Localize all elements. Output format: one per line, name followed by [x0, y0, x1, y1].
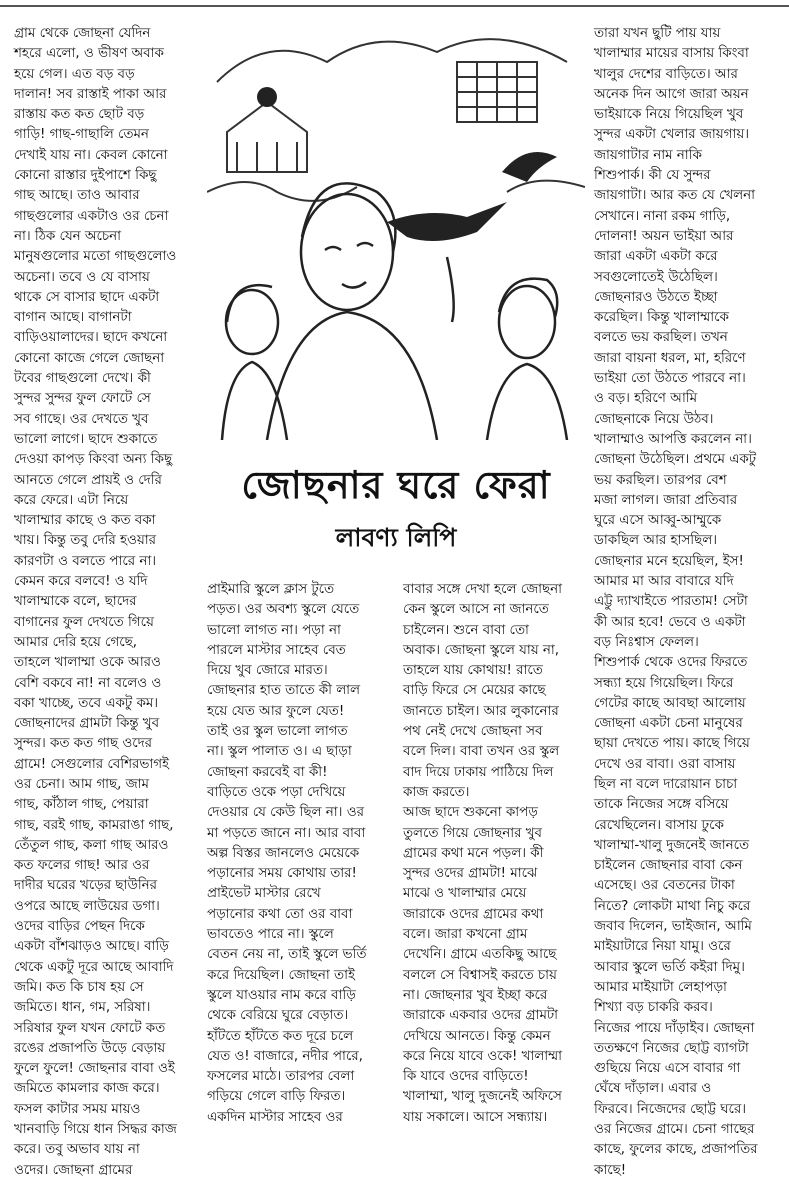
text-line: স্কুলে যাওয়ার নাম করে বাড়ি [207, 987, 356, 1003]
text-line: ফিরবে। নিজেদের ছোট্ট ঘরে। [594, 1101, 747, 1117]
text-line: ঘুরে এসে আব্বু-আম্মুকে [594, 513, 722, 529]
text-line: নিজের পায়ে দাঁড়াইব। জোছনা [594, 1020, 755, 1036]
text-line: থেকে একটু দূরে আছে আবাদি [14, 959, 174, 975]
text-line: দেখিয়ে আনতে। কিন্তু কেমন [403, 1028, 551, 1044]
text-line: গাছ আছে। তাও আবার [14, 188, 140, 204]
text-line: কত ফলের গাছ! আর ওর [14, 858, 150, 874]
text-line: তাহলে খালাম্মা ওকে আরও [14, 655, 161, 671]
text-line: সবগুলোতেই উঠেছিল। [594, 269, 718, 285]
text-line: অচেনা। তবে ও যে বাসায় [14, 269, 150, 285]
text-line: চাইলেন। শুনে বাবা তো [403, 622, 529, 638]
text-line: সব গাছে। ওর দেখতে খুব [14, 411, 149, 427]
text-line: হয়ে যেত আর ফুলে যেত! [207, 703, 345, 719]
text-line: সুন্দর। কত কত গাছ ওদের [14, 736, 153, 752]
text-line: হাঁটতে হাঁটতে কত দূরে চলে [207, 1028, 354, 1044]
text-line: একদিন মাস্টার সাহেব ওর [207, 1109, 343, 1125]
text-line: ভাইয়াকে নিয়ে গিয়েছিল খুব [594, 107, 744, 123]
text-line: জানতে চাইল। আর লুকানোর [403, 703, 559, 719]
text-line: পড়ানোর কথা তো ওর বাবা [207, 906, 353, 922]
text-line: তাহলে যায় কোথায়! রাতে [403, 663, 543, 679]
text-line: প্রাইভেট মাস্টার রেখে [207, 886, 321, 902]
text-line: দেওয়া কাপড় কিংবা অন্য কিছু [14, 452, 173, 468]
text-line: গ্রামে! সেগুলোর বেশিরভাগই [14, 756, 169, 772]
text-line: বাবার সঙ্গে দেখা হলে জোছনা [403, 582, 562, 597]
text-line: সুন্দর একটা খেলার জায়গায়। [594, 127, 750, 143]
text-line: খালাম্মা, খালু দুজনেই অফিসে [403, 1089, 562, 1105]
text-line: ওদের। জোছনা গ্রামের [14, 1162, 133, 1178]
text-line: খালাম্মার মায়ের বাসায় কিংবা [594, 46, 749, 62]
text-line: গেটের কাছে আবছা আলোয় [594, 695, 746, 711]
text-line: বলে। জারা কখনো গ্রাম [403, 927, 528, 943]
text-line: ভালো লাগত না। পড়া না [207, 622, 341, 638]
text-line: থাকে সে বাসার ছাদে একটা [14, 289, 160, 305]
text-line: প্রাইমারি স্কুলে ক্লাস টুতে [207, 582, 335, 597]
text-line: আমার মাইয়াটা লেহাপড়া [594, 979, 727, 995]
text-line: দেখেনি। গ্রামে এতকিছু আছে [403, 947, 557, 963]
text-line: জায়গাটা। আর কত যে খেলনা [594, 188, 756, 204]
text-line: ছায়া দেখতে পায়। কাছে গিয়ে [594, 736, 750, 752]
text-line: জোছনা একটা চেনা মানুষের [594, 716, 743, 732]
text-line: গড়িয়ে গেলে বাড়ি ফিরত। [207, 1089, 346, 1105]
text-line: গুছিয়ে নিয়ে এসে বাবার গা [594, 1061, 741, 1077]
text-line: করেছিল। কিন্তু খালাম্মাকে [594, 310, 729, 326]
text-line: নিতে? লোকটা মাথা নিচু করে [594, 898, 751, 914]
text-line: বাদ দিয়ে ঢাকায় পাঠিয়ে দিল [403, 764, 554, 780]
text-line: ততক্ষণে নিজের ছোট্ট ব্যাগটা [594, 1040, 749, 1056]
story-illustration [207, 22, 585, 440]
text-line: দাদীর ঘরের খড়ের ছাউনির [14, 878, 158, 894]
text-line: জমিতে কামলার কাজ করে। [14, 1081, 160, 1097]
text-line: দালান! সব রাস্তাই পাকা আর [14, 86, 167, 102]
text-line: ডাকছিল আর হাসছিল। [594, 533, 718, 549]
text-line: শিশুপার্ক। কী যে সুন্দর [594, 168, 711, 184]
text-line: পারলে মাস্টার সাহেব বেত [207, 642, 346, 658]
text-line: যেত ও! বাজারে, নদীর পারে, [207, 1048, 363, 1064]
text-line: এট্টু দ্যাখাইতে পারতাম! সেটা [594, 594, 748, 610]
text-line: বাড়িতে ওকে পড়া দেখিয়ে [207, 784, 346, 800]
text-line: কেন স্কুলে আসে না জানতে [403, 602, 549, 618]
top-rule [0, 5, 789, 7]
text-line: সেখানে। নানা রকম গাড়ি, [594, 208, 731, 224]
text-line: সন্ধ্যা হয়ে গিয়েছিল। ফিরে [594, 675, 734, 691]
text-line: খানবাড়ি গিয়ে ধান সিদ্ধর কাজ [14, 1122, 177, 1138]
text-line: মাঝে ও খালাম্মার মেয়ে [403, 886, 527, 902]
text-line: কোনো রাস্তার দুইপাশে কিছু [14, 168, 157, 184]
text-line: ও বড়। হরিণে আমি [594, 391, 698, 407]
text-line: তারা যখন ছুটি পায় যায় [594, 26, 721, 41]
text-line: জারা বায়না ধরল, মা, হরিণে [594, 350, 746, 366]
text-line: জায়গাটার নাম নাকি [594, 147, 702, 163]
text-line: আমার দেরি হয়ে গেছে, [14, 634, 138, 650]
text-line: না। জোছনার খুব ইচ্ছা করে [403, 987, 548, 1003]
text-line: অনেক দিন আগে জারা অয়ন [594, 86, 749, 102]
text-line: কারণটা ও বলতে পারে না। [14, 553, 157, 569]
text-line: শিশুপার্ক থেকে ওদের ফিরতে [594, 655, 748, 671]
text-line: খালাম্মাও আপত্তি করলেন না। [594, 431, 752, 447]
text-line: করে। তবু অভাব যায় না [14, 1142, 140, 1158]
text-line: মাইয়াটারে নিয়া যামু। ওরে [594, 939, 731, 955]
text-line: জোছনার মনে হয়েছিল, ইস! [594, 553, 744, 569]
text-line: বাড়ি ফিরে সে মেয়ের কাছে [403, 683, 546, 699]
text-line: কাছে! [594, 1162, 627, 1178]
text-line: জোছনাকে নিয়ে উঠব। [594, 411, 714, 427]
text-line: খালাম্মা-খালু দুজনেই জানতে [594, 837, 750, 853]
text-line: তেঁতুল গাছ, কলা গাছ আরও [14, 837, 169, 853]
text-line: ওর নিজের গ্রামে। চেনা গাছের [594, 1122, 755, 1138]
text-line: থেকে বেরিয়ে ঘুরে বেড়াত। [207, 1008, 349, 1024]
text-line: আমার মা আর বাবারে যদি [594, 574, 734, 590]
text-line: গাড়ি! গাছ-গাছালি তেমন [14, 127, 149, 143]
text-line: গাছ, বরই গাছ, কামরাঙা গাছ, [14, 817, 174, 833]
article-author: লাবণ্য লিপি [335, 523, 457, 552]
text-line: আবার স্কুলে ভর্তি কইরা দিমু। [594, 959, 745, 975]
text-line: তাই ওর স্কুল ভালো লাগত [207, 724, 348, 740]
text-line: ভয় করছিল। তারপর বেশ [594, 472, 727, 488]
text-line: গ্রামের কথা মনে পড়ল। কী [403, 845, 544, 861]
text-line: মা পড়তে জানে না। আর বাবা [207, 825, 366, 841]
text-line: হয়ে গেল। এত বড় বড় [14, 66, 135, 82]
text-line: আজ ছাদে শুকনো কাপড় [403, 805, 538, 821]
text-line: খালুর দেশের বাড়িতে। আর [594, 66, 738, 82]
text-line: যায় সকালে। আসে সন্ধ্যায়। [403, 1109, 548, 1125]
text-line: এসেছে। ওর বেতনের টাকা [594, 878, 735, 894]
text-line: কী আর হবে! ভেবে ও একটা [594, 614, 746, 630]
text-line: গাছগুলোর একটাও ওর চেনা [14, 208, 169, 224]
text-line: সুন্দর ওদের গ্রামটা! মাঝে [403, 866, 538, 882]
text-line: জারাকে ওদের গ্রামের কথা [403, 906, 544, 922]
article-column-4 [594, 24, 784, 1181]
text-line: টবের গাছগুলো দেখে। কী [14, 371, 151, 387]
text-line: আনতে গেলে প্রায়ই ও দেরি [14, 472, 162, 488]
text-line: বাগানের ফুল দেখতে গিয়ে [14, 614, 154, 630]
text-line: পথ নেই দেখে জোছনা সব [403, 724, 543, 740]
text-line: ভাবতেও পারে না। স্কুলে [207, 927, 334, 943]
text-line: জমিতে। ধান, গম, সরিষা। [14, 1000, 151, 1016]
text-line: করে নিয়ে যাবে ওকে! খালাম্মা [403, 1048, 563, 1064]
text-line: দেওয়ার যে কেউ ছিল না। ওর [207, 805, 364, 821]
text-line: বলতে ভয় করছিল। তখন [594, 330, 728, 346]
article-column-2 [207, 580, 397, 1128]
text-line: জোছনার হাত তাতে কী লাল [207, 683, 361, 699]
text-line: ফুলে ফুলে! জোছনার বাবা ওই [14, 1061, 175, 1077]
text-line: বললে সে বিশ্বাসই করতে চায় [403, 967, 557, 983]
text-line: সরিষার ফুল যখন ফোটে কত [14, 1020, 166, 1036]
text-line: খালাম্মাকে বলে, ছাদের [14, 594, 137, 610]
text-line: বাড়িওয়ালাদের। ছাদে কখনো [14, 330, 168, 346]
text-line: পড়ত। ওর অবশ্য স্কুলে যেতে [207, 602, 360, 618]
text-line: গ্রাম থেকে জোছনা যেদিন [14, 26, 151, 41]
text-line: দেখে ওর বাবা। ওরা বাসায় [594, 756, 736, 772]
text-line: জারাকে একবার ওদের গ্রামটা [403, 1008, 559, 1024]
text-line: রাস্তায় কত কত ছোট বড় [14, 107, 145, 123]
text-line: বেশি বকবে না! না বলেও ও [14, 675, 162, 691]
text-line: খালাম্মার কাছে ও কত বকা [14, 513, 156, 529]
article-column-1 [14, 24, 200, 1181]
text-line: কোনো কাজে গেলে জোছনা [14, 350, 165, 366]
text-line: শিখ্যা বড় চাকরি করব। [594, 1000, 713, 1016]
text-line: দেখাই যায় না। কেবল কোনো [14, 147, 168, 163]
text-line: একটা বাঁশঝাড়ও আছে। বাড়ি [14, 939, 169, 955]
text-line: মানুষগুলোর মতো গাছগুলোও [14, 249, 177, 265]
text-line: ঘেঁষে দাঁড়াল। এবার ও [594, 1081, 712, 1097]
text-line: গাছ, কাঁঠাল গাছ, পেয়ারা [14, 797, 149, 813]
article-column-3 [403, 580, 591, 1128]
text-line: কি যাবে ওদের বাড়িতে! [403, 1069, 529, 1085]
text-line: রঙের প্রজাপতি উড়ে বেড়ায় [14, 1040, 166, 1056]
text-line: কাজ করতে। [403, 784, 470, 800]
text-line: দোলনা! অয়ন ভাইয়া আর [594, 228, 734, 244]
text-line: বাগান আছে। বাগানটা [14, 310, 132, 326]
text-line: শহরে এলো, ও ভীষণ অবাক [14, 46, 164, 62]
text-line: দিয়ে খুব জোরে মারত। [207, 663, 328, 679]
text-line: না। ঠিক যেন অচেনা [14, 228, 122, 244]
text-line: মজা লাগল। জারা প্রতিবার [594, 492, 738, 508]
text-line: জোছনা করবেই বা কী! [207, 764, 328, 780]
text-line: বড় নিঃশ্বাস ফেলল। [594, 634, 699, 650]
text-line: ওপরে আছে লাউয়ের ডগা। [14, 898, 160, 914]
text-line: ভালো লাগে। ছাদে শুকাতে [14, 431, 158, 447]
text-line: না। স্কুল পালাত ও। এ ছাড়া [207, 744, 352, 760]
article-title: জোছনার ঘরে ফেরা [241, 462, 551, 507]
text-line: বলে দিল। বাবা তখন ওর স্কুল [403, 744, 560, 760]
text-line: চাইলেন জোছনার বাবা কেন [594, 858, 743, 874]
text-line: অল্প বিস্তর জানলেও মেয়েকে [207, 845, 360, 861]
text-line: কাছে, ফুলের কাছে, প্রজাপতির [594, 1142, 758, 1158]
text-line: ফসল কাটার সময় মায়ও [14, 1101, 141, 1117]
text-line: জবাব দিলেন, ভাইজান, আমি [594, 919, 752, 935]
text-line: তাকে নিজের সঙ্গে বসিয়ে [594, 797, 729, 813]
text-line: রেখেছিলেন। বাসায় ঢুকে [594, 817, 724, 833]
text-line: অবাক। জোছনা স্কুলে যায় না, [403, 642, 560, 658]
text-line: জমি। কত কি চাষ হয় সে [14, 979, 144, 995]
text-line: ফসলের মাঠে। তারপর বেলা [207, 1069, 355, 1085]
text-line: জোছনাদের গ্রামটা কিন্তু খুব [14, 716, 160, 732]
text-line: জোছনারও উঠতে ইচ্ছা [594, 289, 718, 305]
text-line: জোছনা উঠেছিল। প্রথমে একটু [594, 452, 757, 468]
text-line: ওদের বাড়ির পেছন দিকে [14, 919, 145, 935]
text-line: করে দিয়েছিল। জোছনা তাই [207, 967, 355, 983]
text-line: ওর চেনা। আম গাছ, জাম [14, 776, 149, 792]
text-line: ছিল না বলে দারোয়ান চাচা [594, 776, 738, 792]
text-line: ভাইয়া তো উঠতে পারবে না। [594, 371, 746, 387]
text-line: বকা খাচ্ছে, তবে একটু কম। [14, 695, 159, 711]
text-line: বেতন নেয় না, তাই স্কুলে ভর্তি [207, 947, 367, 963]
text-line: খায়। কিন্তু তবু দেরি হওয়ার [14, 533, 157, 549]
text-line: তুলতে গিয়ে জোছনার খুব [403, 825, 542, 841]
text-line: জারা একটা একটা করে [594, 249, 718, 265]
text-line: সুন্দর সুন্দর ফুল ফোটে সে [14, 391, 151, 407]
text-line: কেমন করে বলবে! ও যদি [14, 574, 148, 590]
text-line: পড়ানোর সময় কোথায় তার! [207, 866, 357, 882]
text-line: করে ফেরে। এটা নিয়ে [14, 492, 129, 508]
